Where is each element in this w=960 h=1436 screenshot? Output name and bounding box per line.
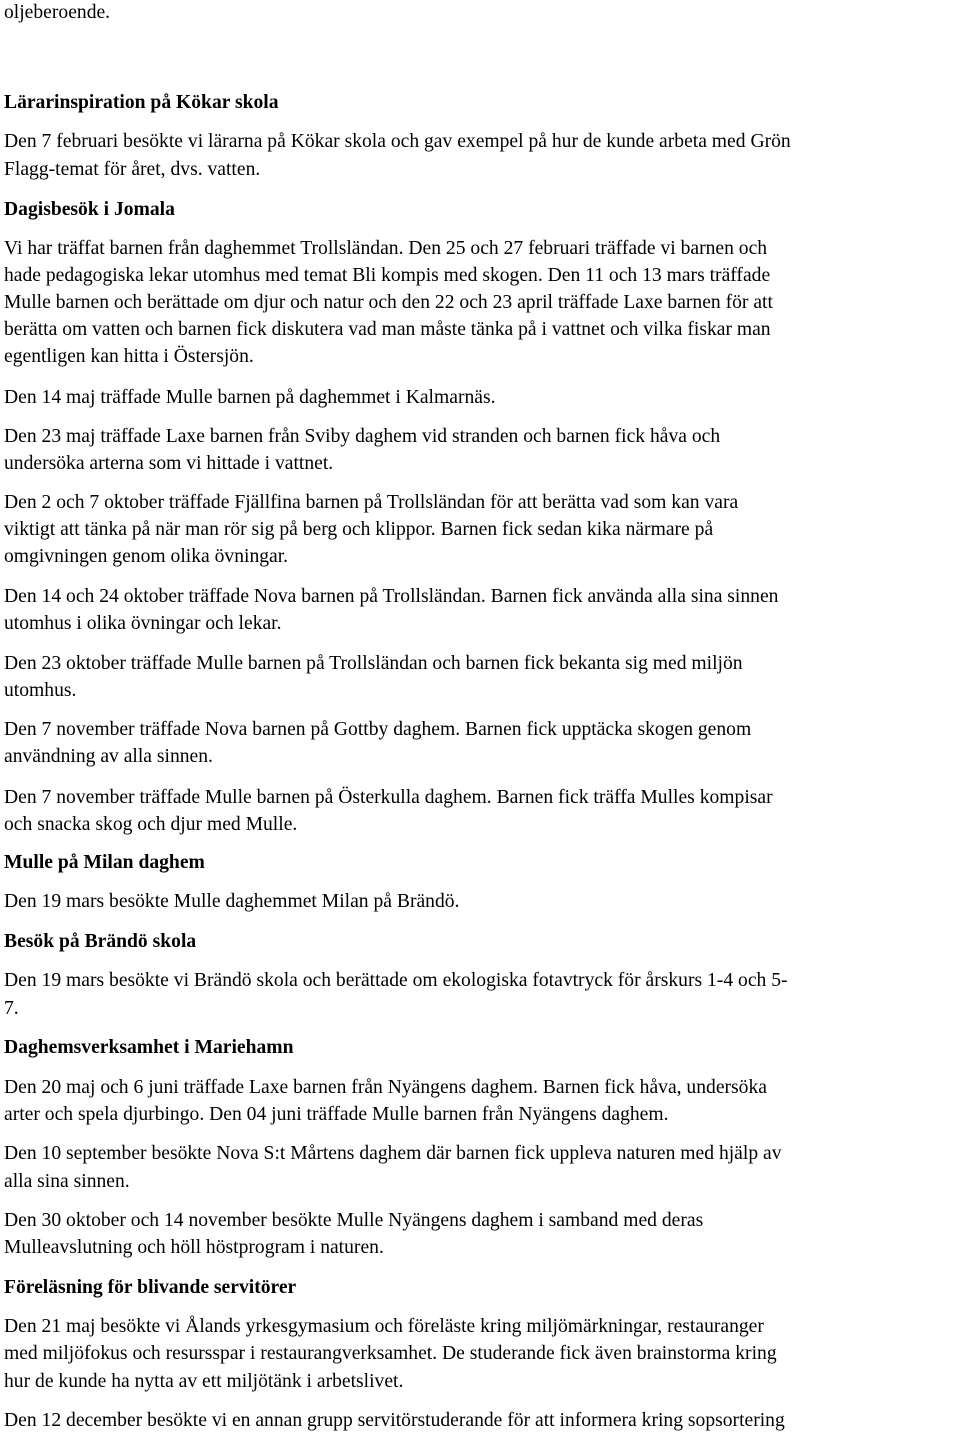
text-line: Den 7 november träffade Nova barnen på Gottby daghem. Barnen fick upptäcka skogen genom — [4, 719, 752, 740]
text-line: Den 7 februari besökte vi lärarna på Kökar skola och gav exempel på hur de kunde arbeta med Grön — [4, 131, 791, 152]
text-line: hade pedagogiska lekar utomhus med temat Bli kompis med skogen. Den 11 och 13 mars träffade — [4, 265, 771, 286]
text-line: arter och spela djurbingo. Den 04 juni träffade Mulle barnen från Nyängens daghem. — [4, 1104, 669, 1125]
section-heading: Föreläsning för blivande servitörer — [4, 1277, 297, 1298]
text-line: Den 12 december besökte vi en annan grupp servitörstuderande för att informera kring sopsortering — [4, 1410, 785, 1431]
text-line: användning av alla sinnen. — [4, 746, 213, 767]
text-line: Flagg-temat för året, dvs. vatten. — [4, 159, 261, 180]
text-line: egentligen kan hitta i Östersjön. — [4, 346, 254, 367]
text-line: utomhus. — [4, 680, 77, 701]
text-line: Den 14 maj träffade Mulle barnen på daghemmet i Kalmarnäs. — [4, 387, 496, 408]
text-line: hur de kunde ha nytta av ett miljötänk i arbetslivet. — [4, 1371, 404, 1392]
text-line: Den 23 maj träffade Laxe barnen från Sviby daghem vid stranden och barnen fick håva och — [4, 426, 721, 447]
text-line: utomhus i olika övningar och lekar. — [4, 613, 282, 634]
text-line: undersöka arterna som vi hittade i vattnet. — [4, 453, 334, 474]
text-line: Mulleavslutning och höll höstprogram i naturen. — [4, 1237, 384, 1258]
text-line: Den 19 mars besökte vi Brändö skola och berättade om ekologiska fotavtryck för årskurs 1-4 och 5- — [4, 970, 788, 991]
text-line: med miljöfokus och resursspar i restaurangverksamhet. De studerande fick även brainstorma kring — [4, 1343, 777, 1364]
text-line: Vi har träffat barnen från daghemmet Trollsländan. Den 25 och 27 februari träffade vi barnen och — [4, 238, 768, 259]
text-line: omgivningen genom olika övningar. — [4, 546, 289, 567]
text-line: Den 20 maj och 6 juni träffade Laxe barnen från Nyängens daghem. Barnen fick håva, undersöka — [4, 1077, 767, 1098]
text-line: 7. — [4, 998, 19, 1019]
text-line: alla sina sinnen. — [4, 1171, 130, 1192]
text-line: Den 7 november träffade Mulle barnen på Österkulla daghem. Barnen fick träffa Mulles kompisar — [4, 787, 773, 808]
text-line: Den 10 september besökte Nova S:t Mårtens daghem där barnen fick uppleva naturen med hjälp av — [4, 1143, 782, 1164]
text-line: Den 23 oktober träffade Mulle barnen på Trollsländan och barnen fick bekanta sig med miljön — [4, 653, 743, 674]
text-line: Den 2 och 7 oktober träffade Fjällfina barnen på Trollsländan för att berätta vad som kan vara — [4, 492, 739, 513]
section-heading: Mulle på Milan daghem — [4, 852, 205, 873]
text-line: Den 21 maj besökte vi Ålands yrkesgymasium och föreläste kring miljömärkningar, restauranger — [4, 1316, 764, 1337]
text-line: berätta om vatten och barnen fick diskutera vad man måste tänka på i vattnet och vilka fiskar man — [4, 319, 771, 340]
text-line: oljeberoende. — [4, 2, 111, 23]
section-heading: Besök på Brändö skola — [4, 931, 197, 952]
text-line: Mulle barnen och berättade om djur och natur och den 22 och 23 april träffade Laxe barnen för att — [4, 292, 773, 313]
section-heading: Lärarinspiration på Kökar skola — [4, 92, 279, 113]
text-line: Den 14 och 24 oktober träffade Nova barnen på Trollsländan. Barnen fick använda alla sina sinnen — [4, 586, 779, 607]
text-line: Den 19 mars besökte Mulle daghemmet Milan på Brändö. — [4, 891, 460, 912]
text-line: och snacka skog och djur med Mulle. — [4, 814, 298, 835]
section-heading: Dagisbesök i Jomala — [4, 199, 175, 220]
section-heading: Daghemsverksamhet i Mariehamn — [4, 1037, 294, 1058]
text-line: Den 30 oktober och 14 november besökte Mulle Nyängens daghem i samband med deras — [4, 1210, 704, 1231]
text-line: viktigt att tänka på när man rör sig på berg och klippor. Barnen fick sedan kika närmare på — [4, 519, 714, 540]
